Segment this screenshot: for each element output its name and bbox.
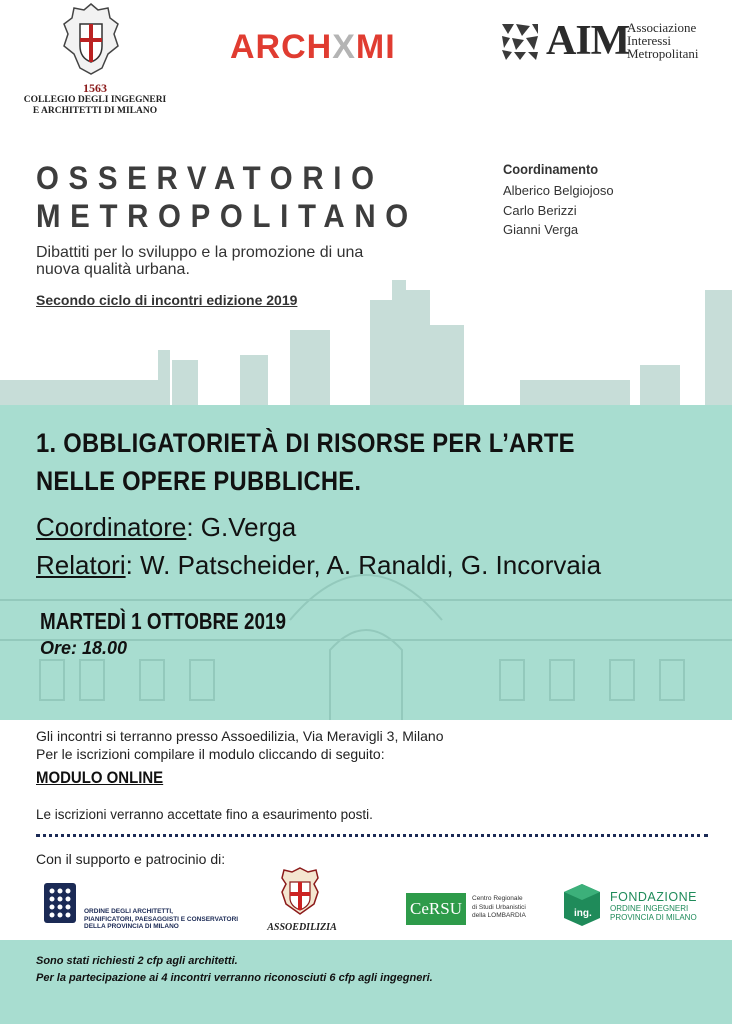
event-time: Ore: 18.00	[40, 638, 128, 658]
fondazione-sub-line1: ORDINE INGEGNERI	[610, 904, 689, 913]
coordination-heading: Coordinamento	[503, 161, 599, 177]
cersu-text	[472, 895, 572, 921]
aim-sub-line3: Metropolitani	[627, 46, 699, 61]
ordine-architetti-logo-icon	[44, 883, 76, 923]
event-date: MARTEDÌ 1 OTTOBRE 2019	[40, 608, 286, 634]
event-topic: 1. OBBLIGATORIETÀ DI RISORSE PER L’ARTE NELLE OPERE PUBBLICHE.	[36, 428, 575, 496]
title-line-1: OSSERVATORIO	[36, 160, 384, 196]
sponsors-intro: Con il supporto e patrocinio di:	[36, 851, 226, 867]
acceptance-text: Le iscrizioni verranno accettate fino a esaurimento posti.	[36, 807, 373, 822]
aim-sub-line2: Interessi	[627, 33, 672, 48]
collegio-name-line2: E ARCHITETTI DI MILANO	[32, 106, 158, 116]
coordinator-name: Gianni Verga	[503, 222, 579, 237]
cycle-label: Secondo ciclo di incontri edizione 2019	[36, 292, 298, 308]
aim-subtitle	[627, 21, 699, 60]
speakers-value: : W. Patscheider, A. Ranaldi, G. Incorvaia	[125, 550, 602, 580]
archxmi-x: X	[332, 28, 356, 66]
credits-architects: Sono stati richiesti 2 cfp agli architetti.	[36, 955, 238, 967]
aim-logo-word: AIM	[546, 18, 630, 64]
cersu-line3: della LOMBARDIA	[472, 912, 526, 919]
aim-sub-line1: Associazione	[627, 20, 697, 35]
collegio-year: 1563	[83, 81, 107, 95]
event-speakers	[36, 550, 601, 581]
archxmi-part2: MI	[355, 28, 396, 66]
fondazione-sub-line2: PROVINCIA DI MILANO	[610, 913, 697, 922]
dotted-divider	[36, 834, 708, 837]
oa-line1: ORDINE DEGLI ARCHITETTI,	[84, 908, 173, 915]
title-line-2: METROPOLITANO	[36, 198, 418, 234]
coordinator-label: Coordinatore	[36, 512, 187, 542]
collegio-name-line1: COLLEGIO DEGLI INGEGNERI	[23, 95, 167, 105]
oa-line2: PIANIFICATORI, PAESAGGISTI E CONSERVATORI	[84, 915, 239, 923]
oa-line3: DELLA PROVINCIA DI MILANO	[84, 923, 179, 930]
cersu-line1: Centro Regionale	[472, 895, 523, 902]
archxmi-logo	[230, 28, 396, 67]
location-text: Gli incontri si terranno presso Assoedilizia, Via Meravigli 3, Milano	[36, 728, 444, 744]
cersu-logo: CeRSU	[406, 893, 466, 925]
online-form-link[interactable]: MODULO ONLINE	[36, 768, 164, 787]
fond-icon-text: ing.	[574, 908, 592, 919]
event-coordinator	[36, 512, 296, 543]
archxmi-part1: ARCH	[230, 28, 333, 66]
cersu-line2: di Studi Urbanistici	[472, 903, 526, 911]
coordinator-name: Carlo Berizzi	[503, 203, 577, 218]
collegio-name	[0, 95, 190, 117]
assoedilizia-crest-icon	[278, 866, 322, 918]
collegio-crest-icon	[58, 2, 124, 80]
coordinator-name: Alberico Belgiojoso	[503, 183, 614, 198]
fondazione-subtitle	[610, 904, 697, 922]
fondazione-title: FONDAZIONE	[610, 890, 697, 904]
subtitle: Dibattiti per lo sviluppo e la promozione di una nuova qualità urbana.	[36, 244, 364, 278]
registration-text: Per le iscrizioni compilare il modulo cliccando di seguito:	[36, 746, 385, 762]
fondazione-ingegneri-logo-icon	[560, 882, 604, 928]
aim-mosaic-icon	[500, 22, 540, 62]
assoedilizia-label: ASSOEDILIZIA	[267, 922, 337, 933]
coordinator-value: : G.Verga	[186, 512, 297, 542]
credits-engineers: Per la partecipazione ai 4 incontri verranno riconosciuti 6 cfp agli ingegneri.	[36, 972, 433, 984]
speakers-label: Relatori	[36, 550, 126, 580]
ordine-architetti-text	[84, 908, 244, 931]
